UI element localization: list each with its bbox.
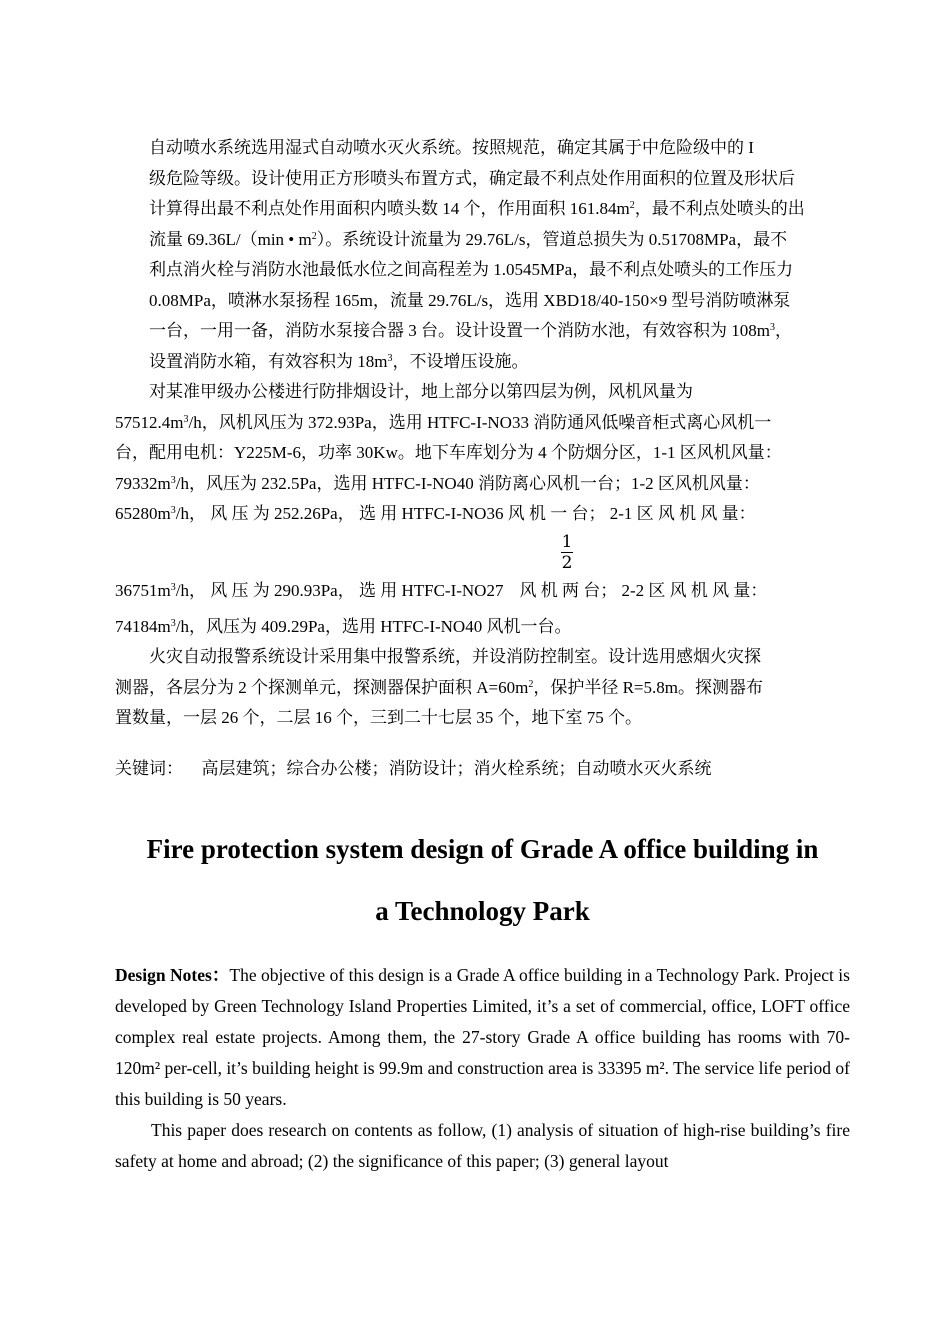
fraction: $\frac{1}{2}$ — [561, 531, 573, 573]
document-page — [115, 133, 850, 1177]
text-line: 计算得出最不利点处作用面积内喷头数 14 个，作用面积 $161.84m^2$，最不利点处喷头的出 — [149, 199, 805, 218]
paragraph-sprinkler — [115, 133, 850, 377]
text-line: 置数量，一层 26 个，二层 16 个，三到二十七层 35 个，地下室 75 个。 — [115, 708, 642, 727]
design-notes-label: Design Notes： — [115, 964, 230, 985]
paragraph-smoke-control — [115, 377, 850, 642]
text-line: $57512.4m^3/h$，风机风压为 372.93Pa，选用 HTFC-I-NO33 消防通风低噪音柜式离心风机一 — [115, 412, 772, 432]
title-line: Fire protection system design of Grade A office building in — [146, 833, 819, 864]
design-notes-paragraph — [115, 960, 850, 1115]
text-line: 一台，一用一备，消防水泵接合器 3 台。设计设置一个消防水池，有效容积为 $108m^3$， — [149, 321, 792, 340]
text-line: 级危险等级。设计使用正方形喷头布置方式，确定最不利点处作用面积的位置及形状后 — [149, 168, 795, 188]
text-line: 火灾自动报警系统设计采用集中报警系统，并设消防控制室。设计选用感烟火灾探 — [149, 647, 761, 666]
text-line: 台，配用电机：Y225M-6，功率 30Kw。地下车库划分为 4 个防烟分区，1-1 区风机风量： — [115, 443, 782, 462]
keywords — [115, 754, 850, 784]
text-line: 自动喷水系统选用湿式自动喷水灭火系统。按照规范，确定其属于中危险级中的 I — [149, 138, 754, 157]
text-line: 流量 69.36L/（min • $m^2$）。系统设计流量为 29.76L/s，管道总损失为 0.51708MPa，最不 — [149, 229, 788, 249]
title-line: a Technology Park — [375, 895, 590, 926]
text-line: 0.08MPa，喷淋水泵扬程 165m，流量 29.76L/s，选用 XBD18/40-150×9 型号消防喷淋泵 — [149, 290, 791, 310]
text-line-with-fraction: $\frac{1}{2}$ $36751m^3/h$， 风 压 为 290.93Pa， 选 用 HTFC-I-NO27 风 机 两 台； 2-2 区 风 机 风 量： — [115, 531, 768, 600]
paragraph-fire-alarm — [115, 642, 850, 734]
text-line: $79332m^3/h$，风压为 232.5Pa，选用 HTFC-I-NO40 消防离心风机一台；1-2 区风机风量： — [115, 473, 760, 493]
text-line: $65280m^3/h$， 风 压 为 252.26Pa， 选 用 HTFC-I-NO36 风 机 一 台； 2-1 区 风 机 风 量： — [115, 504, 756, 523]
keywords-label: 关键词： — [115, 758, 183, 778]
english-title — [115, 818, 850, 942]
text-line: 设置消防水箱，有效容积为 $18m^3$，不设增压设施。 — [149, 351, 529, 371]
text-line: 利点消火栓与消防水池最低水位之间高程差为 1.0545MPa，最不利点处喷头的工作压力 — [149, 260, 794, 279]
research-contents-paragraph: This paper does research on contents as follow, (1) analysis of situation of high-rise building’s fire safety at home and abroad; (2) the significance of this paper; (3) general layout — [115, 1119, 850, 1171]
text-line: 测器，各层分为 2 个探测单元，探测器保护面积 $A=60m^2$，保护半径 R=5.8m。探测器布 — [115, 677, 763, 697]
text-line: 对某准甲级办公楼进行防排烟设计，地上部分以第四层为例，风机风量为 — [149, 382, 693, 401]
text-line: $74184m^3/h$，风压为 409.29Pa，选用 HTFC-I-NO40 风机一台。 — [115, 616, 572, 636]
design-notes-text: The objective of this design is a Grade A office building in a Technology Park. Project is developed by Green Technology Island Properties Limited, it’s a set of commercial, office, LOFT office complex real estate projects. Among them, the 27-story Grade A office building has rooms with 70-120m² per-cell, it’s building height is 99.9m and construction area is 33395 m². The service life period of this building is 50 years. — [115, 964, 850, 1109]
keywords-text: 高层建筑；综合办公楼；消防设计；消火栓系统；自动喷水灭火系统 — [201, 758, 712, 778]
